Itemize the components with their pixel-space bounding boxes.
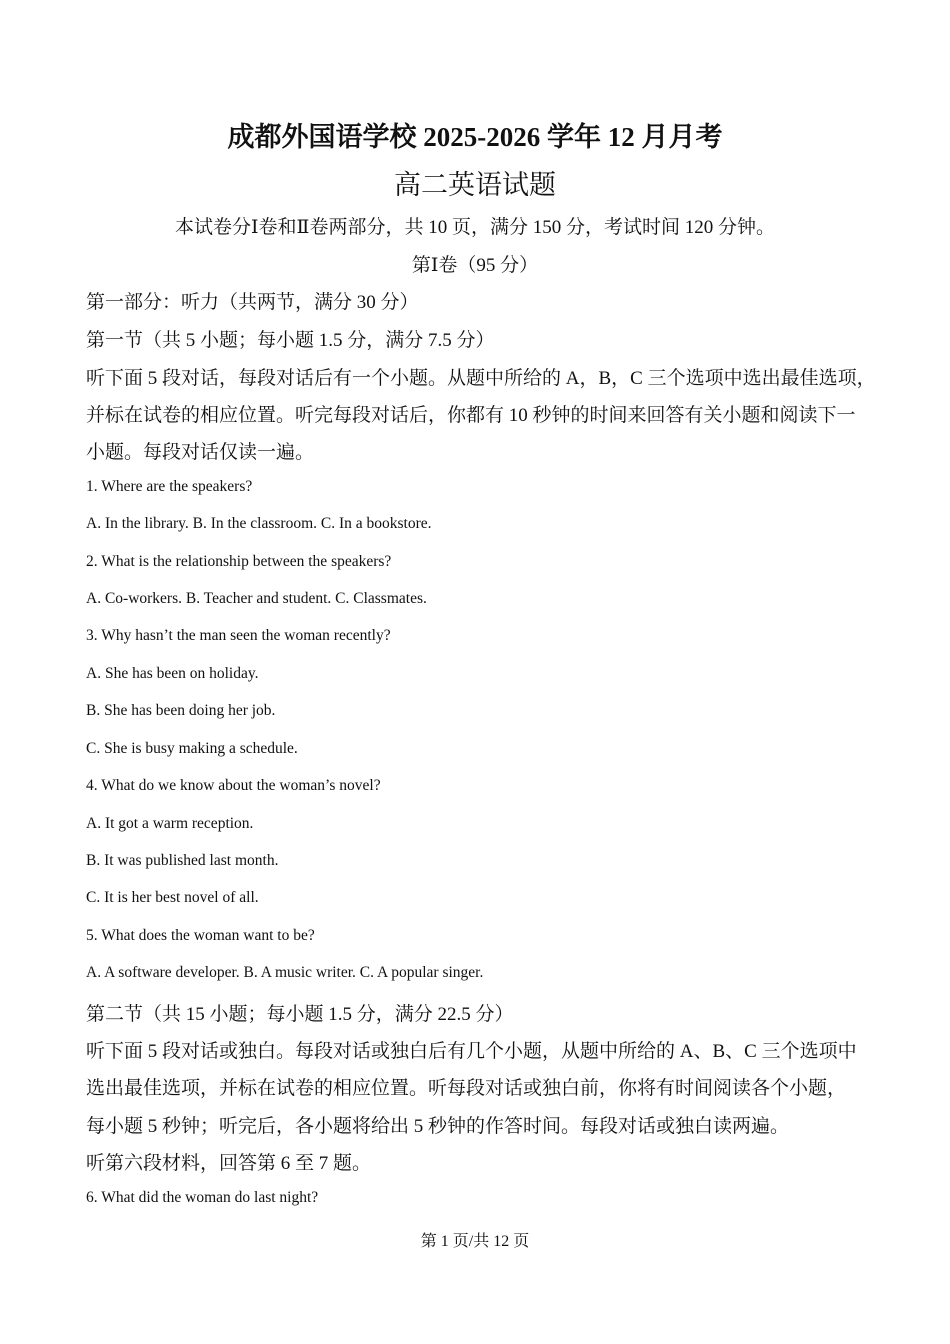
part1-heading: 第一部分：听力（共两节，满分 30 分） bbox=[86, 292, 419, 313]
question-6: 6. What did the woman do last night? bbox=[86, 1189, 319, 1206]
question-4-option-c: C. It is her best novel of all. bbox=[86, 889, 259, 906]
question-5: 5. What does the woman want to be? bbox=[86, 927, 315, 944]
section2-instruction-line: 选出最佳选项，并标在试卷的相应位置。听每段对话或独白前，你将有时间阅读各个小题， bbox=[86, 1078, 847, 1099]
section2-heading: 第二节（共 15 小题；每小题 1.5 分，满分 22.5 分） bbox=[86, 1004, 514, 1025]
exam-intro: 本试卷分Ⅰ卷和Ⅱ卷两部分，共 10 页，满分 150 分，考试时间 120 分钟。 bbox=[175, 217, 775, 238]
question-4-option-b: B. It was published last month. bbox=[86, 852, 279, 869]
question-3-option-b: B. She has been doing her job. bbox=[86, 702, 276, 719]
material-note: 听第六段材料，回答第 6 至 7 题。 bbox=[86, 1153, 372, 1174]
question-1: 1. Where are the speakers? bbox=[86, 478, 253, 495]
question-3-option-a: A. She has been on holiday. bbox=[86, 665, 259, 682]
exam-subtitle: 高二英语试题 bbox=[394, 170, 556, 200]
section1-instruction-line: 听下面 5 段对话，每段对话后有一个小题。从题中所给的 A，B，C 三个选项中选出最佳选项， bbox=[86, 368, 876, 389]
section1-instruction-line: 小题。每段对话仅读一遍。 bbox=[86, 442, 315, 463]
question-3: 3. Why hasn’t the man seen the woman recently? bbox=[86, 627, 391, 644]
exam-title: 成都外国语学校 2025-2026 学年 12 月月考 bbox=[227, 122, 723, 152]
question-1-options: A. In the library. B. In the classroom. C. In a bookstore. bbox=[86, 515, 432, 532]
volume-heading: 第Ⅰ卷（95 分） bbox=[411, 255, 539, 276]
question-4: 4. What do we know about the woman’s novel? bbox=[86, 777, 381, 794]
section2-instruction-line: 听下面 5 段对话或独白。每段对话或独白后有几个小题，从题中所给的 A、B、C 三个选项中 bbox=[86, 1041, 857, 1062]
section1-heading: 第一节（共 5 小题；每小题 1.5 分，满分 7.5 分） bbox=[86, 330, 495, 351]
question-3-option-c: C. She is busy making a schedule. bbox=[86, 740, 298, 757]
question-2: 2. What is the relationship between the speakers? bbox=[86, 553, 392, 570]
page-footer: 第 1 页/共 12 页 bbox=[420, 1233, 530, 1250]
question-4-option-a: A. It got a warm reception. bbox=[86, 815, 254, 832]
question-5-options: A. A software developer. B. A music writer. C. A popular singer. bbox=[86, 964, 484, 981]
section2-instruction-line: 每小题 5 秒钟；听完后，各小题将给出 5 秒钟的作答时间。每段对话或独白读两遍。 bbox=[86, 1116, 790, 1137]
question-2-options: A. Co-workers. B. Teacher and student. C. Classmates. bbox=[86, 590, 427, 607]
section1-instruction-line: 并标在试卷的相应位置。听完每段对话后，你都有 10 秒钟的时间来回答有关小题和阅读下一 bbox=[86, 405, 856, 426]
